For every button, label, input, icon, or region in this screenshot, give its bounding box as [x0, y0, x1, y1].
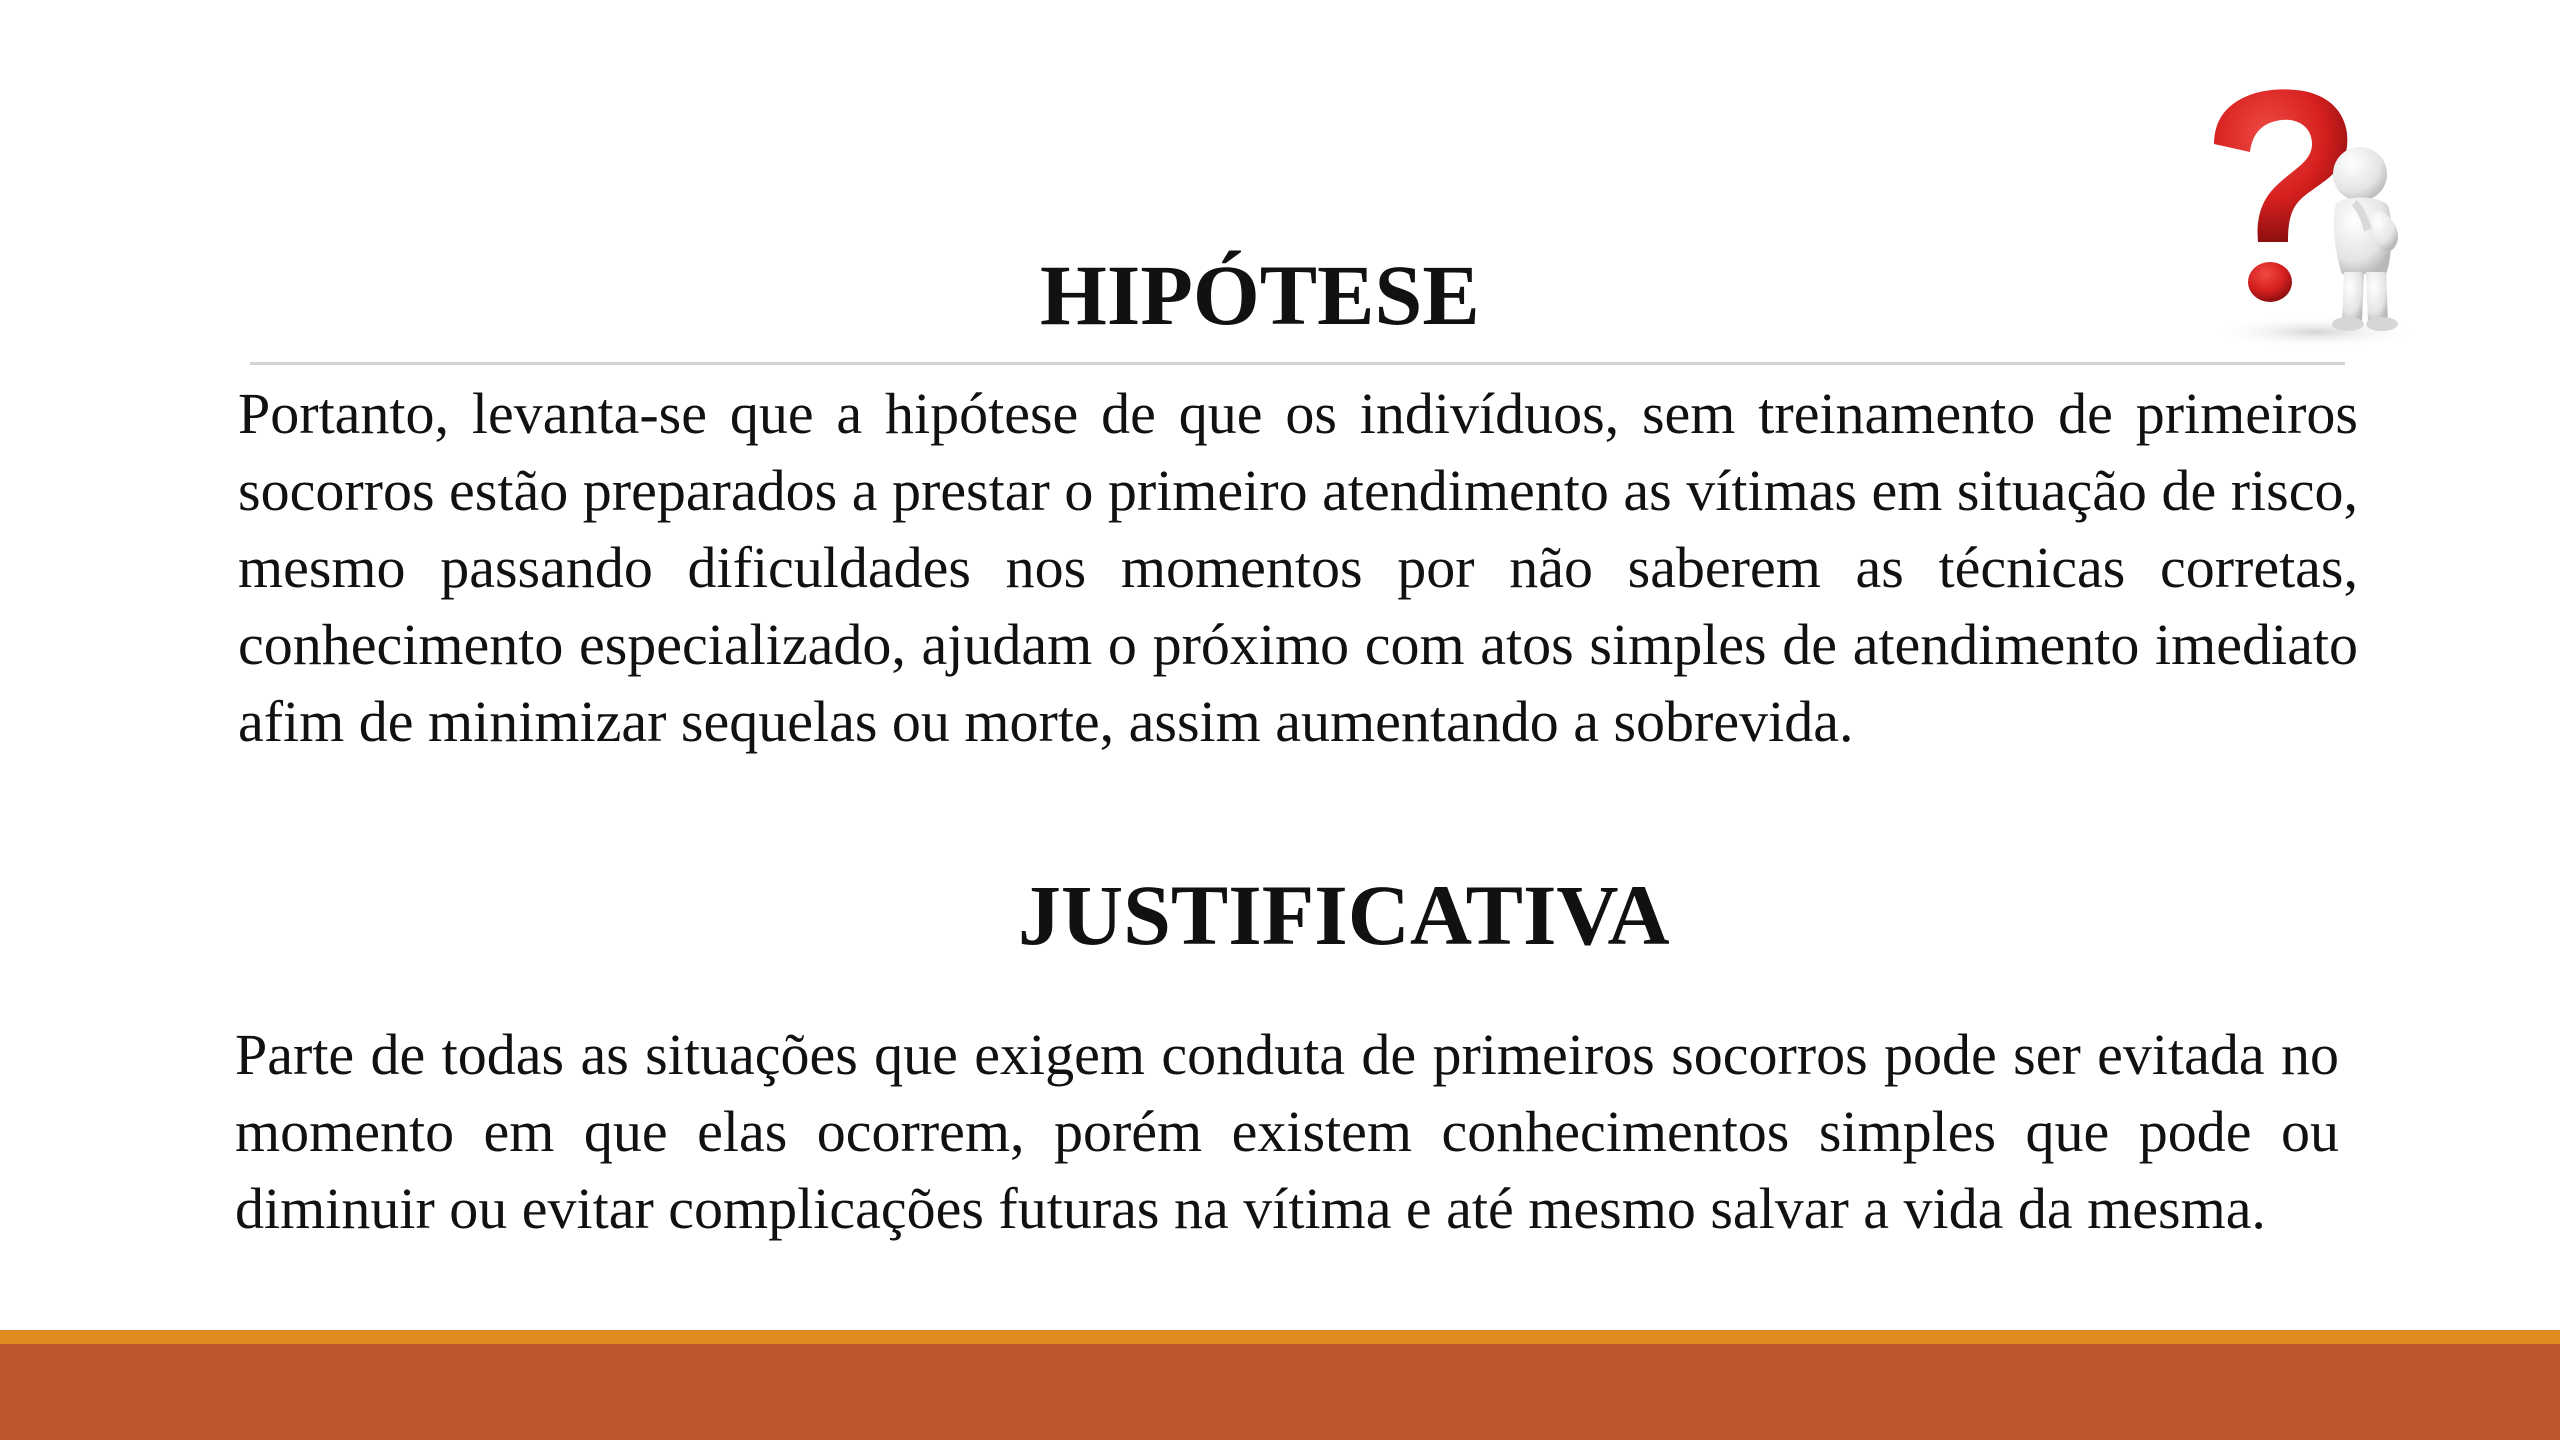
question-mark-person-icon	[2196, 82, 2424, 352]
hipotese-title: HIPÓTESE	[1040, 247, 1480, 343]
footer-band	[0, 1344, 2560, 1440]
hipotese-paragraph: Portanto, levanta-se que a hipótese de que os indivíduos, sem treinamento de primeiros socorros estão preparados a prestar o primeiro atendimento as vítimas em situação de risco, mesmo passando dificuldades nos momentos por não saberem as técnicas corretas, conhecimento especializado, ajudam o próximo com atos simples de atendimento imediato afim de minimizar sequelas ou morte, assim aumentando a sobrevida.	[238, 381, 2358, 754]
justificativa-paragraph: Parte de todas as situações que exigem conduta de primeiros socorros pode ser evitada no momento em que elas ocorrem, porém existem conhecimentos simples que pode ou diminuir ou evitar complicações futuras na vítima e até mesmo salvar a vida da mesma.	[235, 1022, 2339, 1241]
justificativa-title: JUSTIFICATIVA	[1018, 867, 1670, 963]
title-divider	[250, 362, 2345, 365]
footer-accent-stripe	[0, 1330, 2560, 1344]
